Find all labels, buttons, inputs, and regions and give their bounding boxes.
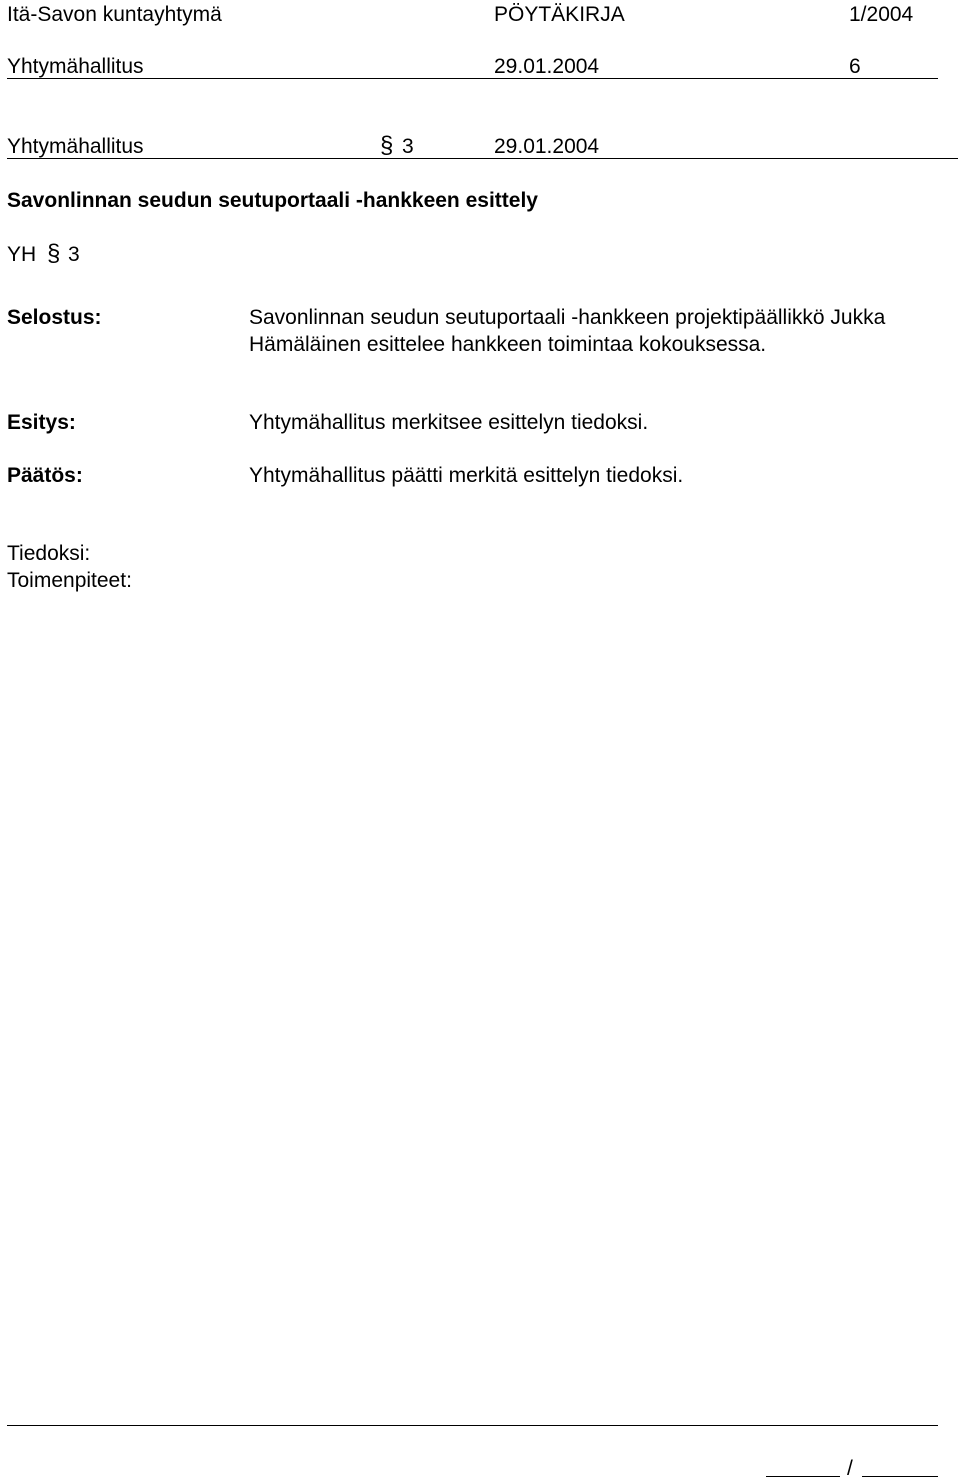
header-meeting-date: 29.01.2004 <box>494 55 600 78</box>
item-ref-sign-icon: § <box>47 240 61 267</box>
signature-separator: / <box>847 1457 853 1480</box>
page-number: 6 <box>849 55 861 78</box>
section-divider <box>7 158 958 159</box>
footer-divider <box>7 1425 938 1426</box>
document-type: PÖYTÄKIRJA <box>494 3 625 26</box>
esitys-label: Esitys: <box>7 411 76 434</box>
paatos-text: Yhtymähallitus päätti merkitä esittelyn tiedoksi. <box>249 464 684 487</box>
signature-line-right <box>862 1476 938 1477</box>
section-date: 29.01.2004 <box>494 135 600 158</box>
item-ref-prefix: YH <box>7 243 37 266</box>
selostus-label: Selostus: <box>7 306 102 329</box>
esitys-text: Yhtymähallitus merkitsee esittelyn tiedoksi. <box>249 411 649 434</box>
organization-name: Itä-Savon kuntayhtymä <box>7 3 222 26</box>
selostus-text-line1: Savonlinnan seudun seutuportaali -hankkeen projektipäällikkö Jukka <box>249 306 886 329</box>
signature-line-left <box>766 1476 840 1477</box>
tiedoksi-label: Tiedoksi: <box>7 542 91 565</box>
document-number: 1/2004 <box>849 3 914 26</box>
header-divider <box>7 78 938 79</box>
section-body-name: Yhtymähallitus <box>7 135 144 158</box>
item-title: Savonlinnan seudun seutuportaali -hankkeen esittely <box>7 189 538 212</box>
toimenpiteet-label: Toimenpiteet: <box>7 569 132 592</box>
section-sign-icon: § <box>380 132 394 159</box>
paatos-label: Päätös: <box>7 464 83 487</box>
header-body-name: Yhtymähallitus <box>7 55 144 78</box>
selostus-text-line2: Hämäläinen esittelee hankkeen toimintaa kokouksessa. <box>249 333 767 356</box>
section-number: 3 <box>402 135 414 158</box>
item-ref-number: 3 <box>68 243 80 266</box>
